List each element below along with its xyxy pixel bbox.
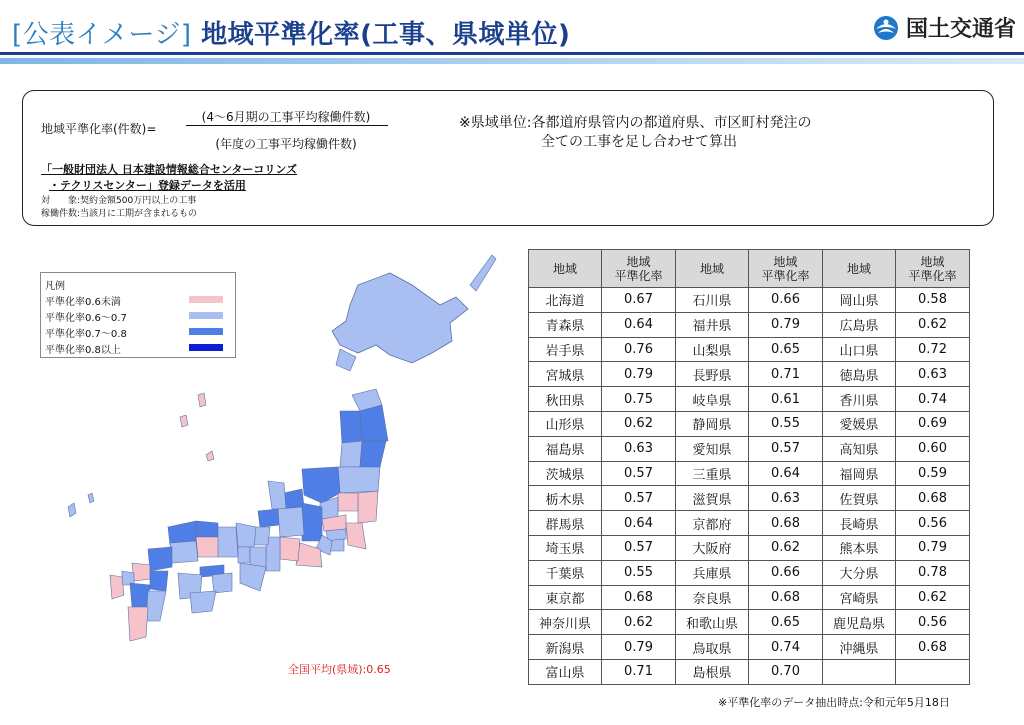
header-gradient-band [0,58,1024,64]
scope-note-line2: 全ての工事を足し合わせて算出 [541,134,737,150]
map-region-niigata [302,467,340,503]
region-cell: 静岡県 [676,411,749,436]
table-row [529,411,970,436]
map-region-iwate [360,405,388,441]
rate-cell: 0.58 [896,288,970,313]
rate-cell: 0.68 [749,511,823,536]
region-cell: 秋田県 [529,387,602,412]
rate-cell: 0.69 [896,411,970,436]
col-header-rate-line2: 平準化率 [614,268,663,283]
region-cell: 宮崎県 [823,585,896,610]
region-cell: 新潟県 [529,635,602,660]
region-cell: 山形県 [529,411,602,436]
region-cell: 茨城県 [529,461,602,486]
rate-cell: 0.63 [602,436,676,461]
page-header [0,0,1024,66]
map-region-island-1 [88,493,94,503]
map-region-yamaguchi [148,547,172,571]
page-title [12,14,570,51]
region-cell: 神奈川県 [529,610,602,635]
region-cell: 兵庫県 [676,560,749,585]
rate-cell: 0.64 [602,312,676,337]
table-row [529,436,970,461]
legend-item [45,309,231,323]
table-row [529,610,970,635]
table-header-row [529,250,970,288]
title-main: 地域平準化率(工事、県域単位) [201,20,571,50]
region-cell: 長野県 [676,362,749,387]
rate-cell: 0.78 [896,560,970,585]
region-cell: 大阪府 [676,535,749,560]
map-region-island-2 [198,393,206,407]
col-header-region: 地域 [823,250,896,288]
data-source-line1: 「一般財団法人 日本建設情報総合センターコリンズ [41,163,298,176]
region-cell: 奈良県 [676,585,749,610]
region-cell: 青森県 [529,312,602,337]
region-cell: 山梨県 [676,337,749,362]
region-cell: 鹿児島県 [823,610,896,635]
rate-cell: 0.74 [896,387,970,412]
rate-cell: 0.64 [749,461,823,486]
col-header-rate-line2: 平準化率 [761,268,810,283]
region-cell: 広島県 [823,312,896,337]
ministry-logo-icon [872,14,900,42]
col-header-rate-line2: 平準化率 [908,268,957,283]
header-rule [0,52,1024,55]
map-region-aichi [280,537,300,561]
region-cell: 鳥取県 [676,635,749,660]
legend-item [45,325,231,339]
table-row [529,337,970,362]
map-region-fukushima [338,467,380,493]
table-row [529,461,970,486]
scope-note-line1: ※県域単位:各都道府県管内の都道府県、市区町村発注の [459,115,812,131]
region-cell: 愛知県 [676,436,749,461]
rate-cell: 0.68 [749,585,823,610]
table-row [529,585,970,610]
map-region-hokkaido [332,273,468,363]
rate-cell: 0.65 [749,337,823,362]
map-region-hokkaido-south [336,349,356,371]
region-cell: 山口県 [823,337,896,362]
rate-cell: 0.62 [749,535,823,560]
region-cell: 千葉県 [529,560,602,585]
rate-cell: 0.79 [749,312,823,337]
region-cell: 高知県 [823,436,896,461]
col-header-rate-line1: 地域 [920,254,945,269]
table-row [529,362,970,387]
rate-cell: 0.55 [602,560,676,585]
active-count-condition: 稼働件数:当該月に工期が含まれるもの [41,209,198,219]
map-region-wakayama [240,563,266,591]
rate-cell: 0.71 [602,659,676,684]
legend-item-label: 平準化率0.6未満 [45,297,121,308]
map-region-fukuoka [132,563,150,581]
rate-cell: 0.60 [896,436,970,461]
rate-cell: 0.62 [602,411,676,436]
region-cell: 和歌山県 [676,610,749,635]
rate-cell: 0.55 [749,411,823,436]
region-cell: 福岡県 [823,461,896,486]
col-header-rate-line1: 地域 [626,254,651,269]
rate-cell: 0.65 [749,610,823,635]
rate-cell [896,659,970,684]
region-cell: 愛媛県 [823,411,896,436]
legend-item [45,341,231,355]
legend-item-label: 平準化率0.7〜0.8 [45,329,127,340]
rate-cell: 0.57 [602,535,676,560]
map-region-fukui [258,509,280,527]
formula-label: 地域平準化率(件数)= [41,122,157,136]
region-cell: 香川県 [823,387,896,412]
region-cell: 京都府 [676,511,749,536]
legend-item-label: 平準化率0.6〜0.7 [45,313,127,324]
region-cell: 群馬県 [529,511,602,536]
national-average-label: 全国平均(県域):0.65 [288,663,391,676]
table-row [529,387,970,412]
table-row [529,486,970,511]
map-region-yamagata [340,441,362,467]
map-region-okinawa [68,503,76,517]
data-source-line2: ・テクリスセンター」登録データを活用 [49,179,246,192]
map-region-kuril [470,255,496,291]
rate-cell: 0.71 [749,362,823,387]
table-row [529,659,970,684]
table-body [529,288,970,685]
map-region-oita [150,571,168,591]
col-header-region: 地域 [529,250,602,288]
region-cell: 福島県 [529,436,602,461]
map-region-ibaraki [358,491,378,523]
map-region-nagano [302,503,322,541]
map-region-kagoshima [128,607,148,641]
region-cell: 岐阜県 [676,387,749,412]
rate-cell: 0.72 [896,337,970,362]
table-row [529,288,970,313]
col-header-rate [749,250,823,288]
table-row [529,635,970,660]
map-region-hyogo [216,527,238,557]
map-region-osaka [238,547,250,563]
fraction-line [186,125,388,126]
map-region-saga [122,571,134,585]
rate-cell: 0.66 [749,560,823,585]
map-region-nagasaki [110,575,124,599]
map-region-tokushima [212,573,232,593]
rate-cell: 0.76 [602,337,676,362]
map-region-miyagi [360,441,386,467]
rate-cell: 0.59 [896,461,970,486]
ministry-brand [872,12,1016,43]
map-region-tottori [196,521,218,537]
region-cell: 福井県 [676,312,749,337]
region-cell: 三重県 [676,461,749,486]
map-region-tochigi [338,493,358,511]
rate-cell: 0.75 [602,387,676,412]
region-cell: 佐賀県 [823,486,896,511]
region-cell: 東京都 [529,585,602,610]
rate-cell: 0.68 [896,635,970,660]
target-condition: 対 象:契約金額500万円以上の工事 [41,196,197,206]
map-region-gifu [278,507,304,537]
map-region-miyazaki [146,591,166,621]
map-region-toyama [284,489,304,509]
legend-swatch [189,296,223,303]
region-cell: 岡山県 [823,288,896,313]
map-region-shiga [254,527,270,545]
formula-numerator: (4〜6月期の工事平均稼働件数) [201,110,371,124]
region-cell: 栃木県 [529,486,602,511]
table-row [529,511,970,536]
rate-cell: 0.63 [896,362,970,387]
region-cell: 富山県 [529,659,602,684]
map-legend [40,272,236,358]
table-row [529,312,970,337]
region-cell: 長崎県 [823,511,896,536]
rate-cell: 0.74 [749,635,823,660]
region-cell [823,659,896,684]
rate-cell: 0.56 [896,511,970,536]
region-cell: 宮城県 [529,362,602,387]
ministry-name: 国土交通省 [905,17,1016,42]
col-header-rate-line1: 地域 [773,254,798,269]
region-cell: 熊本県 [823,535,896,560]
table-row [529,560,970,585]
region-cell: 北海道 [529,288,602,313]
rate-cell: 0.68 [896,486,970,511]
rate-cell: 0.57 [602,461,676,486]
rate-cell: 0.66 [749,288,823,313]
map-region-okayama [196,537,218,557]
rate-cell: 0.56 [896,610,970,635]
legend-swatch [189,328,223,335]
legend-swatch [189,344,223,351]
map-region-kochi [190,591,216,613]
rate-cell: 0.57 [749,436,823,461]
region-cell: 島根県 [676,659,749,684]
map-region-nara [250,547,266,567]
rate-cell: 0.57 [602,486,676,511]
rate-cell: 0.61 [749,387,823,412]
region-cell: 沖縄県 [823,635,896,660]
rate-cell: 0.68 [602,585,676,610]
legend-item [45,293,231,307]
col-header-rate [602,250,676,288]
rate-cell: 0.79 [896,535,970,560]
title-bracket: [公表イメージ] [12,20,192,50]
region-cell: 岩手県 [529,337,602,362]
map-region-hiroshima [170,541,198,563]
col-header-region: 地域 [676,250,749,288]
region-cell: 大分県 [823,560,896,585]
rate-cell: 0.63 [749,486,823,511]
legend-title: 凡例 [45,281,65,292]
formula-denominator: (年度の工事平均稼働件数) [215,137,357,151]
region-cell: 滋賀県 [676,486,749,511]
map-region-island-3 [180,415,188,427]
legend-swatch [189,312,223,319]
legend-item-label: 平準化率0.8以上 [45,345,121,356]
col-header-rate [896,250,970,288]
table-row [529,535,970,560]
definition-box [22,90,994,226]
map-region-chiba [346,523,366,549]
rate-cell: 0.64 [602,511,676,536]
rate-cell: 0.79 [602,362,676,387]
rate-cell: 0.70 [749,659,823,684]
region-cell: 徳島県 [823,362,896,387]
map-region-akita [340,411,362,443]
rate-cell: 0.67 [602,288,676,313]
map-region-ishikawa [268,481,286,509]
map-region-kyoto [236,523,256,547]
rate-cell: 0.62 [896,585,970,610]
extraction-date-note: ※平準化率のデータ抽出時点:令和元年5月18日 [718,696,950,709]
leveling-rate-table [528,249,970,685]
region-cell: 埼玉県 [529,535,602,560]
region-cell: 石川県 [676,288,749,313]
rate-cell: 0.62 [602,610,676,635]
rate-cell: 0.79 [602,635,676,660]
map-region-island-4 [206,451,214,461]
rate-cell: 0.62 [896,312,970,337]
